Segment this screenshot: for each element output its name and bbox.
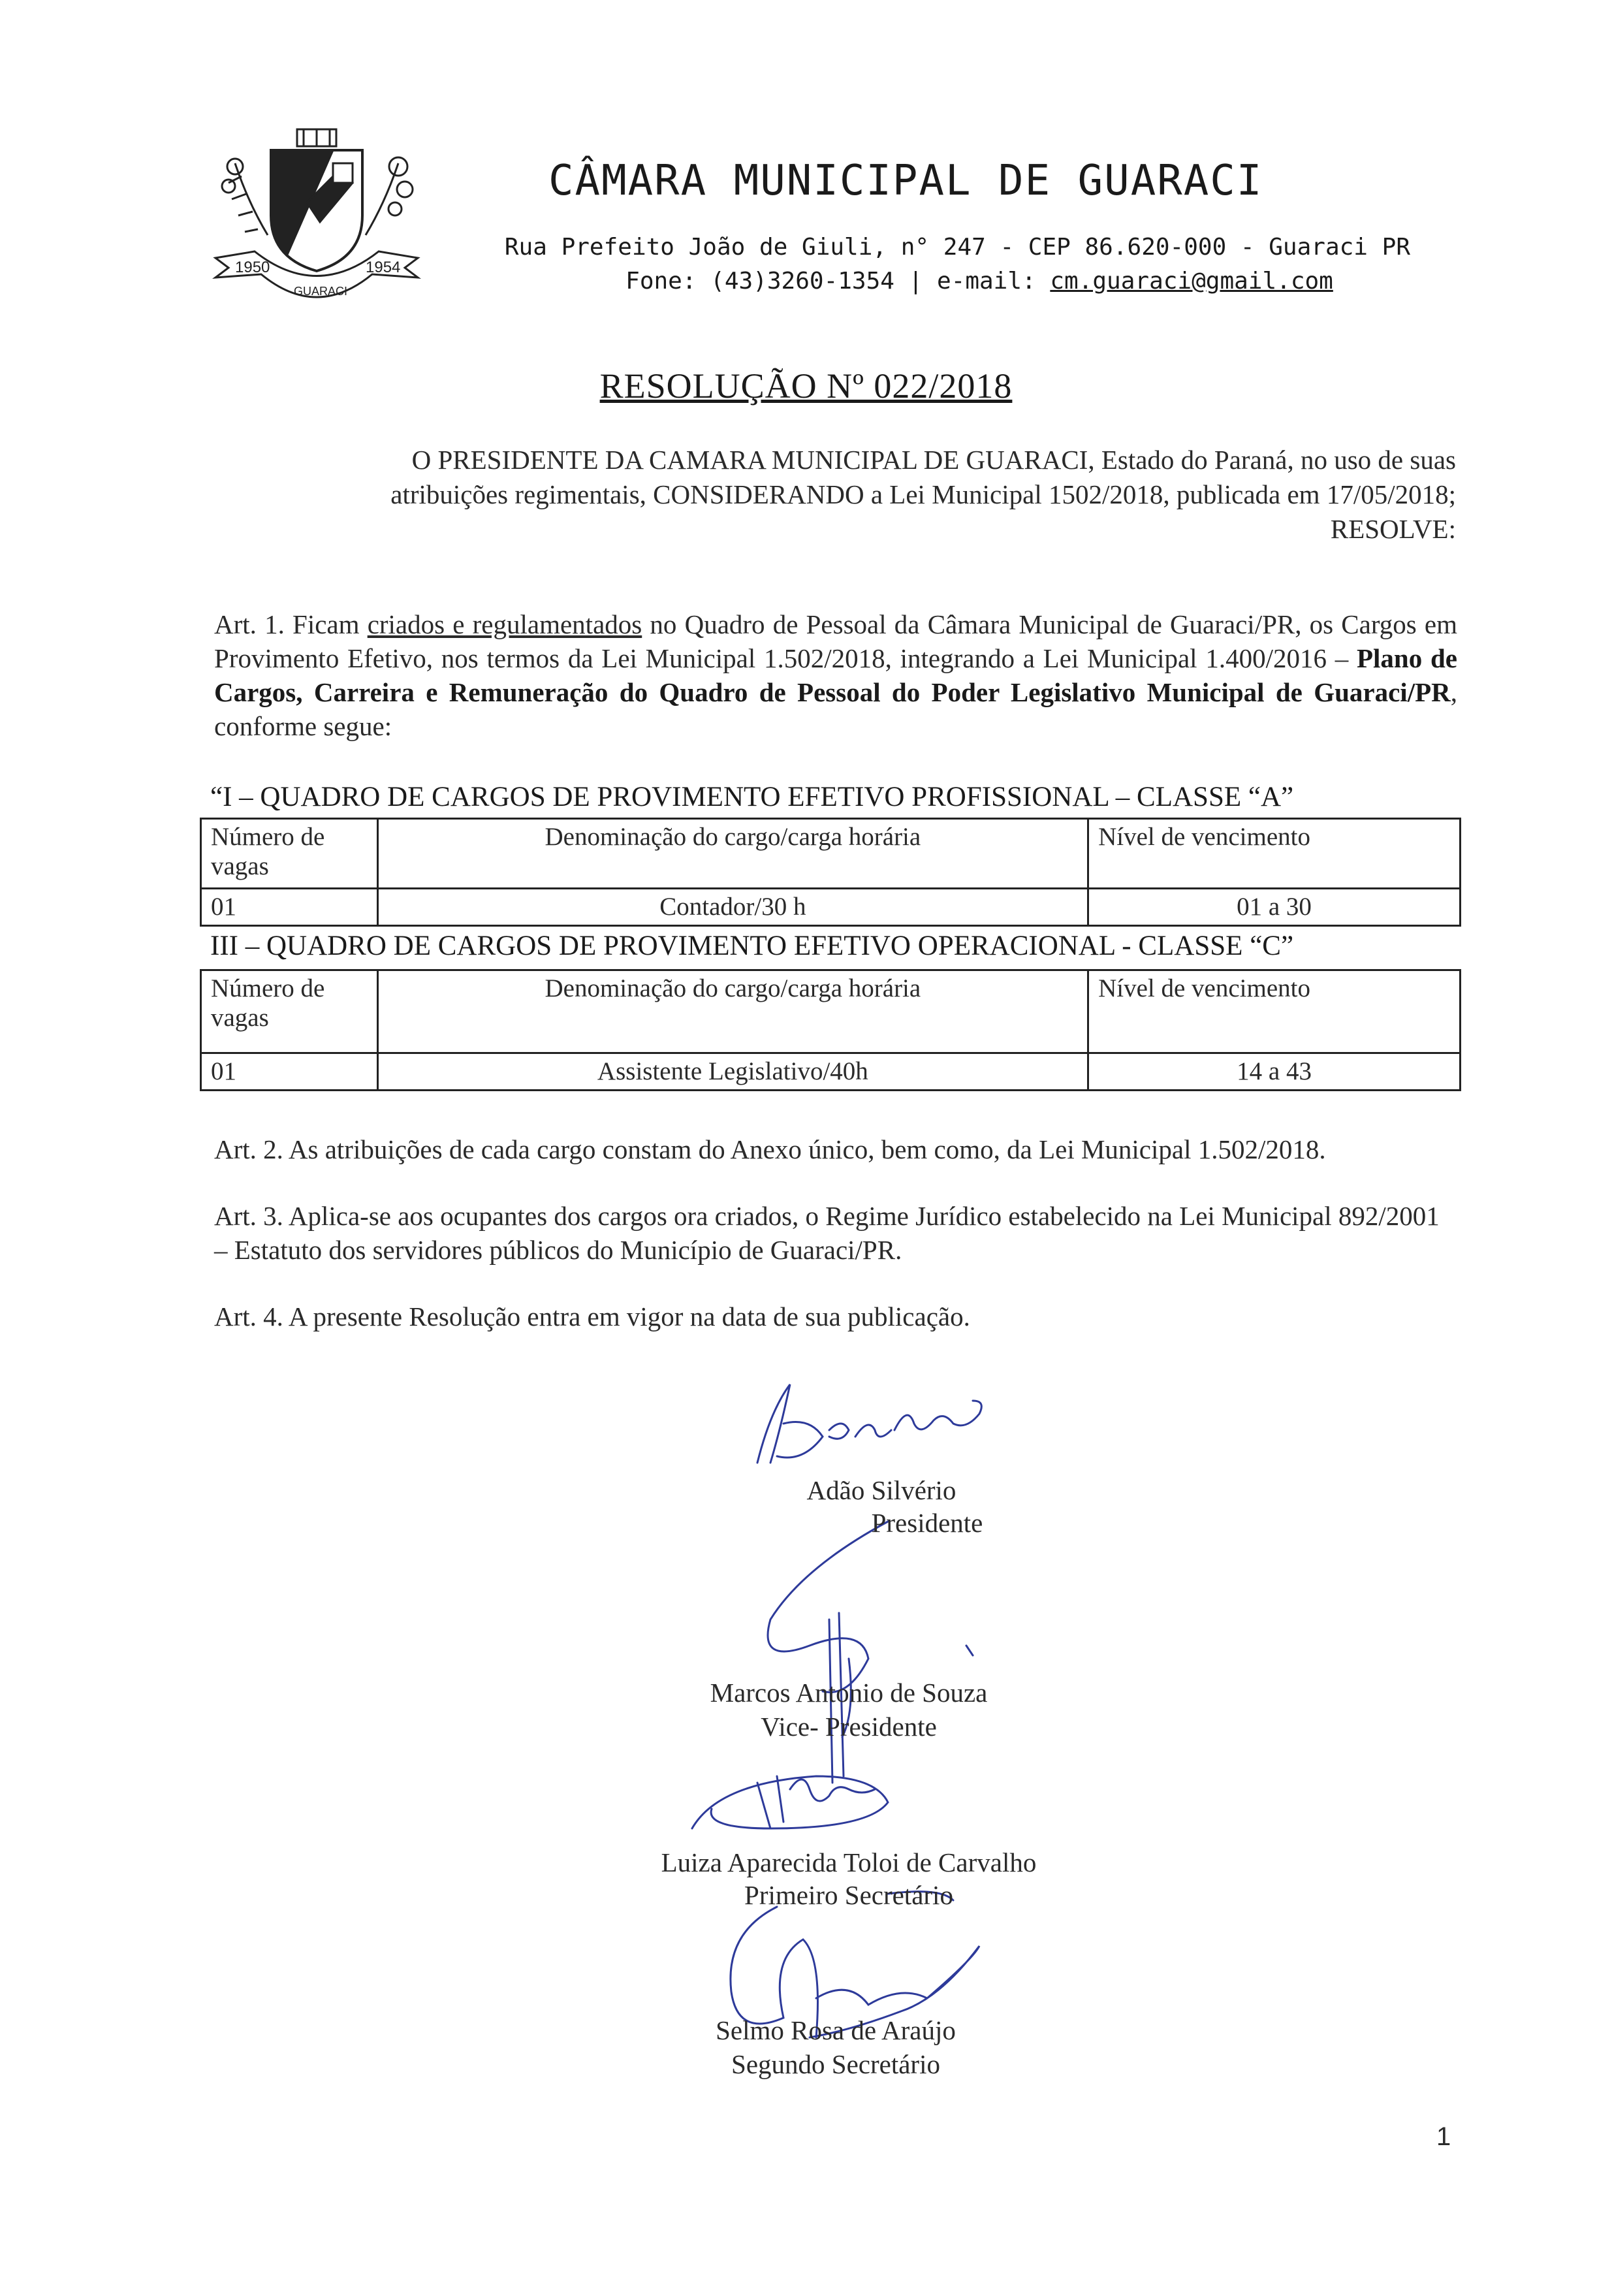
email-link[interactable]: cm.guaraci@gmail.com — [1050, 268, 1333, 295]
cell-position: Contador/30 h — [377, 889, 1088, 926]
signer-4-role: Segundo Secretário — [731, 2049, 940, 2079]
article-1 — [214, 607, 1457, 743]
organization-contact — [555, 268, 1404, 295]
signer-2-role: Vice- Presidente — [761, 1712, 937, 1742]
section-title-class-c: III – QUADRO DE CARGOS DE PROVIMENTO EFETIVO OPERACIONAL - CLASSE “C” — [210, 931, 1294, 961]
crest-ribbon-text: GUARACI — [294, 285, 348, 298]
coat-of-arms-icon — [209, 124, 424, 320]
header-position: Denominação do cargo/carga horária — [377, 970, 1088, 1053]
signature-vice-president — [768, 1522, 973, 1783]
header-vacancies: Número de vagas — [201, 819, 378, 889]
crest-year-left: 1950 — [235, 259, 270, 276]
organization-name: CÂMARA MUNICIPAL DE GUARACI — [548, 157, 1263, 205]
article-1-plan-title: Plano de Cargos, Carreira e Remuneração do Quadro de Pessoal do Poder Legislativo Municipal de Guaraci/PR — [214, 643, 1457, 707]
phone-label: Fone: (43)3260-1354 | e-mail: — [625, 268, 1051, 295]
header-vacancies: Número de vagas — [201, 970, 378, 1053]
article-4: Art. 4. A presente Resolução entra em vigor na data de sua publicação. — [214, 1301, 970, 1331]
resolution-title: RESOLUÇÃO Nº 022/2018 — [599, 366, 1013, 406]
article-1-part-3: , conforme segue: — [214, 677, 1457, 741]
cell-vacancies: 01 — [201, 889, 378, 926]
signer-3-name: Luiza Aparecida Toloi de Carvalho — [661, 1847, 1037, 1877]
article-2: Art. 2. As atribuições de cada cargo constam do Anexo único, bem como, da Lei Municipal 1.502/2018. — [214, 1134, 1326, 1164]
table-class-c — [200, 969, 1461, 1091]
signer-1-name: Adão Silvério — [806, 1475, 956, 1505]
section-title-class-a: “I – QUADRO DE CARGOS DE PROVIMENTO EFETIVO PROFISSIONAL – CLASSE “A” — [210, 782, 1294, 812]
table-row — [201, 889, 1461, 926]
cell-vacancies: 01 — [201, 1053, 378, 1091]
signer-3-role: Primeiro Secretário — [744, 1880, 953, 1910]
signer-2-name: Marcos Antonio de Souza — [710, 1678, 988, 1708]
header-position: Denominação do cargo/carga horária — [377, 819, 1088, 889]
preamble-line-3: RESOLVE: — [1330, 514, 1456, 544]
table-class-a — [200, 818, 1461, 927]
header-salary-level: Nível de vencimento — [1088, 970, 1461, 1053]
cell-position: Assistente Legislativo/40h — [377, 1053, 1088, 1091]
cell-salary-level: 01 a 30 — [1088, 889, 1461, 926]
table-header-row — [201, 819, 1461, 889]
article-1-underlined: criados e regulamentados — [367, 609, 642, 639]
table-header-row — [201, 970, 1461, 1053]
signer-4-name: Selmo Rosa de Araújo — [716, 2015, 956, 2045]
table-row — [201, 1053, 1461, 1091]
preamble — [281, 443, 1456, 547]
header-salary-level: Nível de vencimento — [1088, 819, 1461, 889]
organization-address: Rua Prefeito João de Giuli, n° 247 - CEP 86.620-000 - Guaraci PR — [504, 234, 1410, 261]
preamble-line-1: O PRESIDENTE DA CAMARA MUNICIPAL DE GUARACI, Estado do Paraná, no uso de suas — [411, 445, 1456, 475]
article-3: Art. 3. Aplica-se aos ocupantes dos cargos ora criados, o Regime Jurídico estabelecido na Lei Municipal 892/2001 – Estatuto dos servidores públicos do Município de Guaraci/PR. — [214, 1201, 1440, 1265]
page-number: 1 — [1436, 2122, 1451, 2151]
crest-year-right: 1954 — [366, 259, 401, 276]
signer-1-role: Presidente — [871, 1508, 983, 1538]
signature-first-secretary — [692, 1776, 888, 1828]
preamble-line-2: atribuições regimentais, CONSIDERANDO a Lei Municipal 1502/2018, publicada em 17/05/2018; — [390, 479, 1456, 509]
article-1-part-2: no Quadro de Pessoal da Câmara Municipal de Guaraci/PR, os Cargos em Provimento Efetivo, nos termos da Lei Municipal 1.502/2018, integrando a Lei Municipal 1.400/2016 – — [214, 609, 1457, 673]
signature-president — [757, 1384, 981, 1463]
article-1-part-1: Art. 1. Ficam — [214, 609, 368, 639]
cell-salary-level: 14 a 43 — [1088, 1053, 1461, 1091]
